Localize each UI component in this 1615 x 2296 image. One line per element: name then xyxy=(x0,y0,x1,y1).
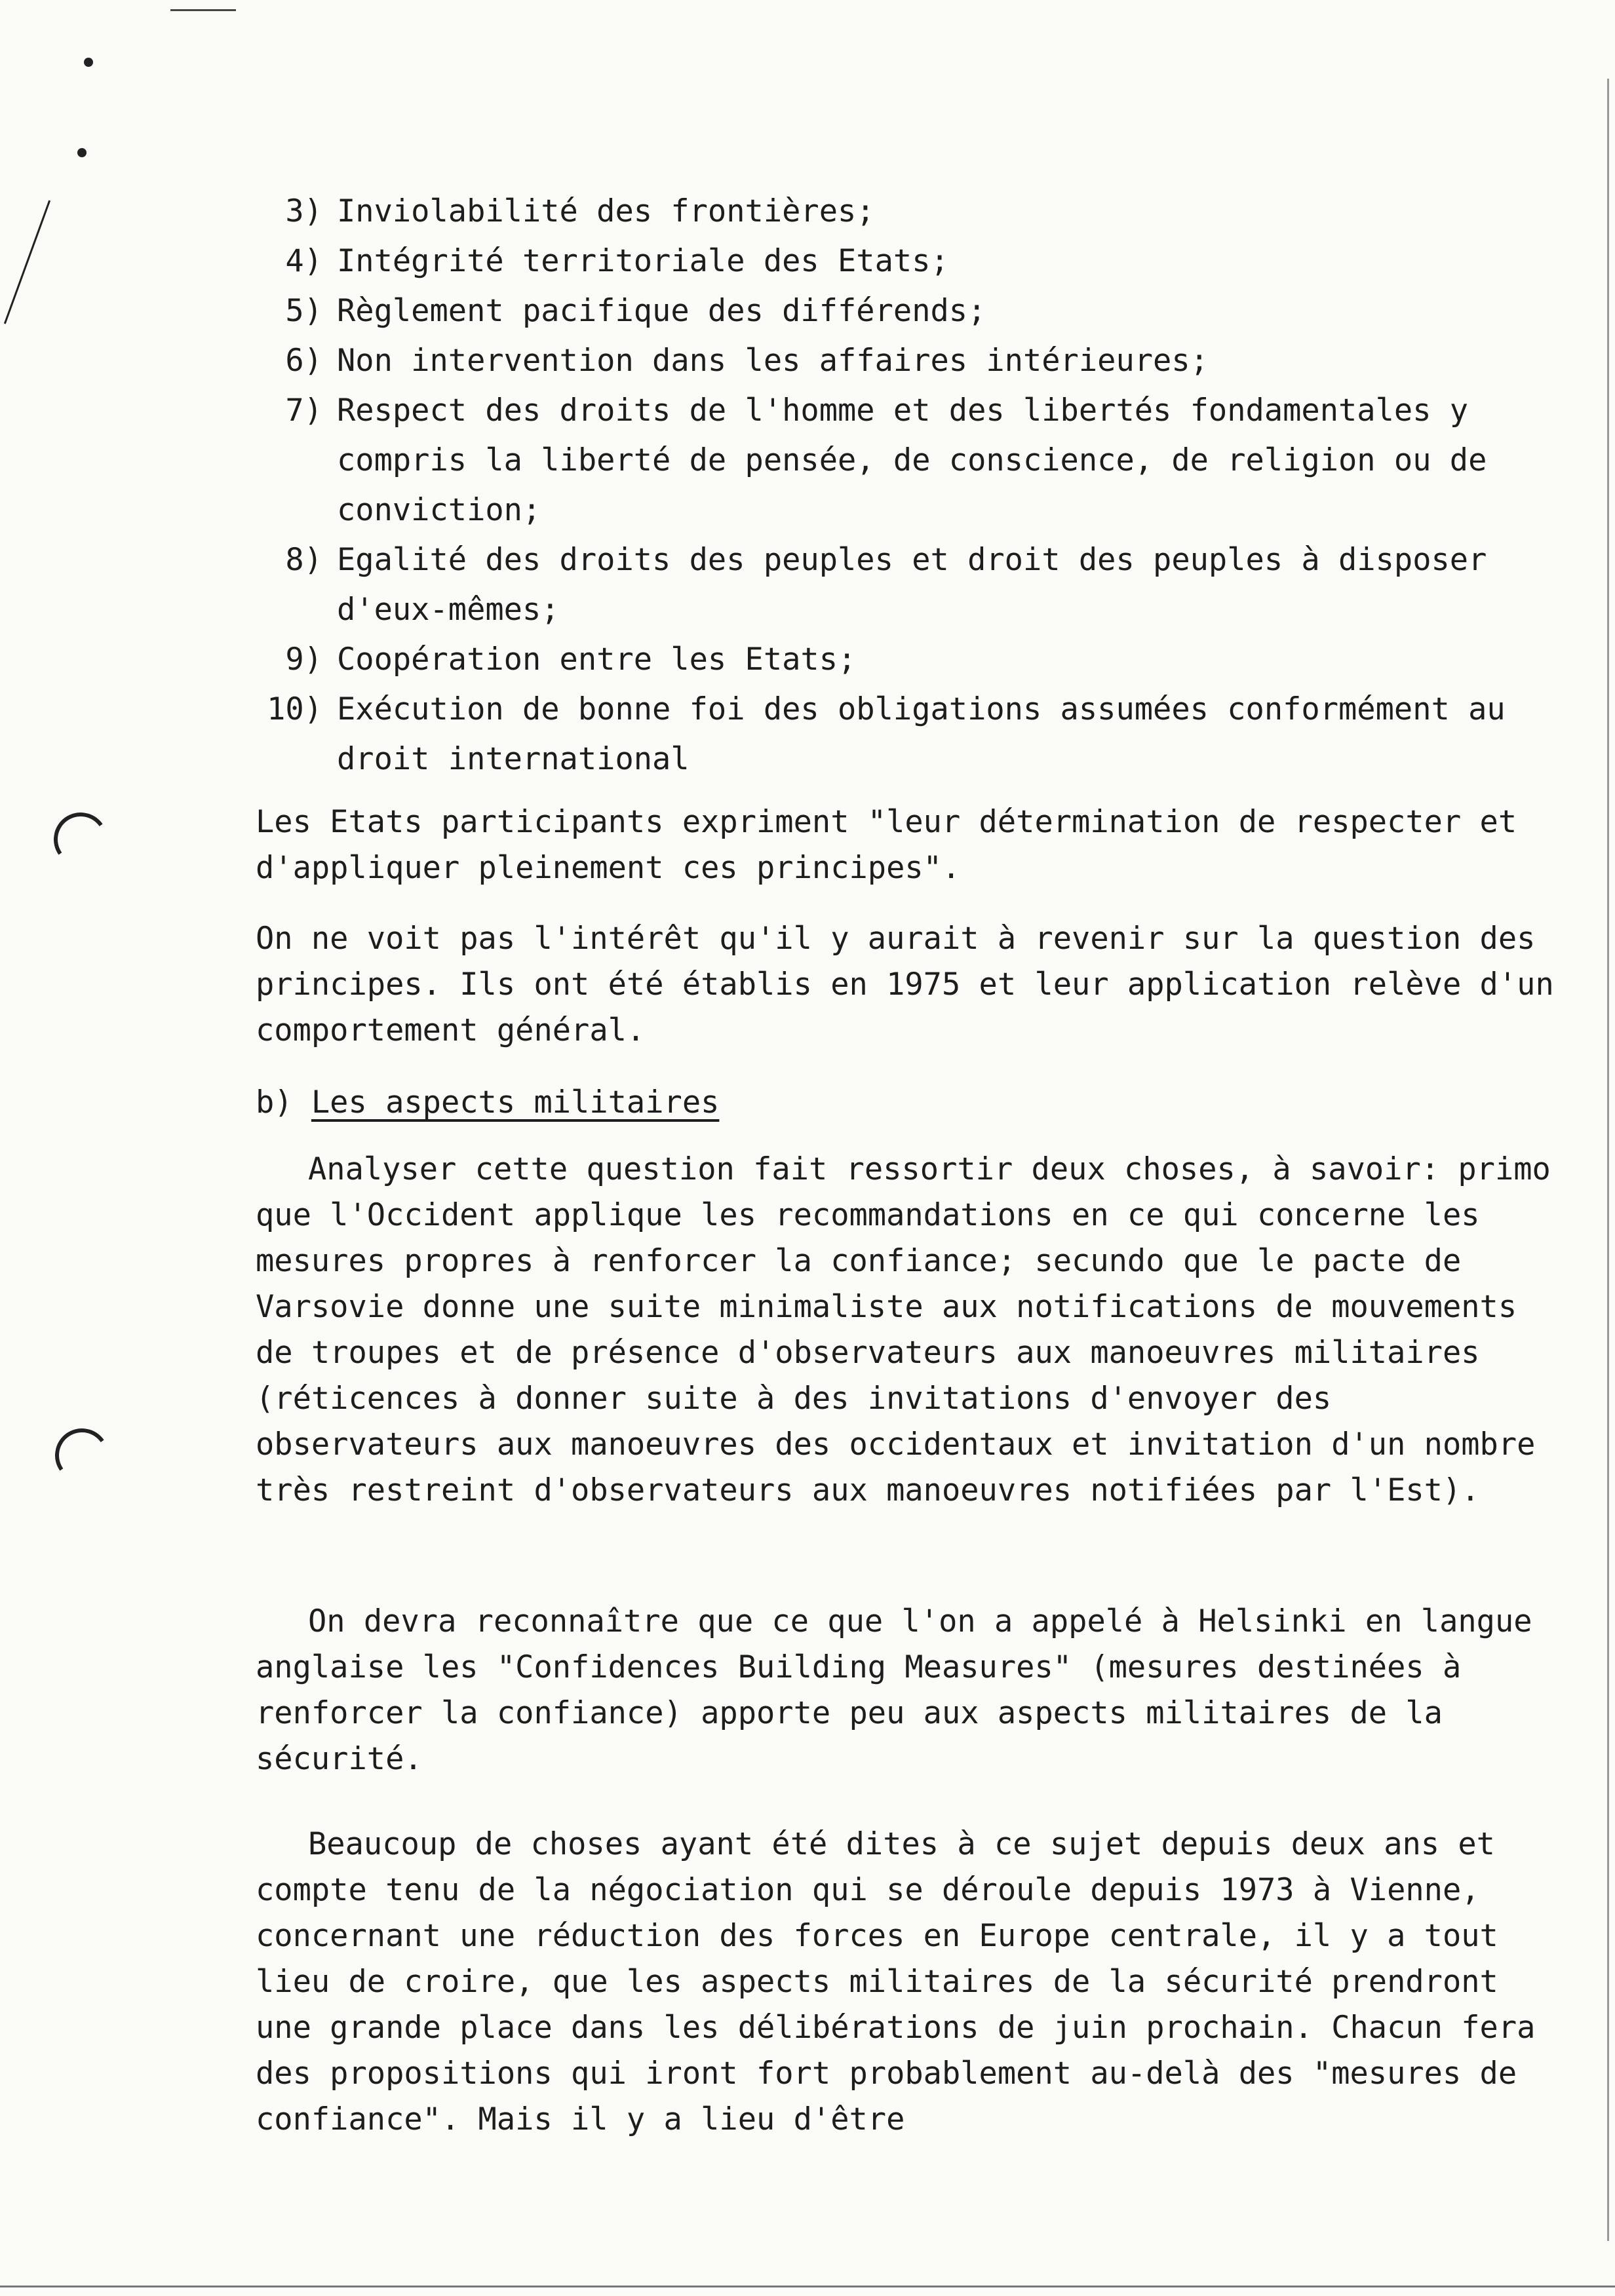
list-item-number: 4) xyxy=(285,243,322,279)
section-title: Les aspects militaires xyxy=(311,1084,720,1120)
principles-list xyxy=(249,187,1547,784)
list-item-text: Coopération entre les Etats; xyxy=(337,641,857,678)
paragraph-confidence-measures: On devra reconnaître que ce que l'on a appelé à Helsinki en langue anglaise les "Confidences Building Measures" (mesures destinées à renforcer la confiance) apporte peu aux aspects militaires de la sécurité. xyxy=(256,1603,1532,1777)
list-item-text: Règlement pacifique des différends; xyxy=(337,293,986,329)
section-letter: b) xyxy=(256,1084,293,1120)
list-item-number: 10) xyxy=(267,691,322,727)
list-item-number: 7) xyxy=(285,392,322,429)
paragraph-determination: Les Etats participants expriment "leur détermination de respecter et d'appliquer pleinement ces principes". xyxy=(256,804,1517,886)
list-item xyxy=(249,286,1547,336)
list-item-text: Exécution de bonne foi des obligations assumées conformément au droit international xyxy=(337,691,1506,777)
list-item xyxy=(249,535,1547,635)
list-item-number: 3) xyxy=(285,193,322,229)
right-edge-line xyxy=(1607,79,1609,2241)
margin-stroke xyxy=(4,201,50,324)
bottom-scan-line xyxy=(0,2286,1615,2287)
paragraph-negotiation: Beaucoup de choses ayant été dites à ce sujet depuis deux ans et compte tenu de la négociation qui se déroule depuis 1973 à Vienne, concernant une réduction des forces en Europe centrale, il y a tout lieu de croire, que les aspects militaires de la sécurité prendront une grande place dans les délibérations de juin prochain. Chacun fera des propositions qui iront fort probablement au-delà des "mesures de confiance". Mais il y a lieu d'être xyxy=(256,1826,1536,2137)
punch-hole-dot xyxy=(77,148,87,157)
top-scan-line xyxy=(170,9,236,11)
list-item xyxy=(249,635,1547,685)
list-item-number: 5) xyxy=(285,293,322,329)
list-item xyxy=(249,237,1547,286)
list-item-number: 9) xyxy=(285,641,322,678)
list-item-number: 6) xyxy=(285,343,322,379)
binder-ring-mark xyxy=(51,1425,113,1487)
section-heading xyxy=(256,1080,719,1126)
list-item-text: Non intervention dans les affaires intérieures; xyxy=(337,343,1209,379)
punch-hole-dot xyxy=(84,58,93,67)
list-item-number: 8) xyxy=(285,542,322,578)
list-item-text: Respect des droits de l'homme et des libertés fondamentales y compris la liberté de pensée, de conscience, de religion ou de conviction; xyxy=(337,392,1487,528)
binder-ring-mark xyxy=(50,809,112,871)
list-item xyxy=(249,187,1547,237)
list-item xyxy=(249,336,1547,386)
list-item-text: Inviolabilité des frontières; xyxy=(337,193,875,229)
list-item-text: Intégrité territoriale des Etats; xyxy=(337,243,949,279)
paragraph-military-analysis: Analyser cette question fait ressortir deux choses, à savoir: primo que l'Occident applique les recommandations en ce qui concerne les mesures propres à renforcer la confiance; secundo que le pacte de Varsovie donne une suite minimaliste aux notifications de mouvements de troupes et de présence d'observateurs aux manoeuvres militaires (réticences à donner suite à des invitations d'envoyer des observateurs aux manoeuvres des occidentaux et invitation d'un nombre très restreint d'observateurs aux manoeuvres notifiées par l'Est). xyxy=(256,1151,1551,1508)
list-item xyxy=(249,685,1547,784)
list-item xyxy=(249,386,1547,535)
paragraph-principles-question: On ne voit pas l'intérêt qu'il y aurait à revenir sur la question des principes. Ils ont été établis en 1975 et leur application relève d'un comportement général. xyxy=(256,921,1554,1048)
list-item-text: Egalité des droits des peuples et droit des peuples à disposer d'eux-mêmes; xyxy=(337,542,1487,628)
